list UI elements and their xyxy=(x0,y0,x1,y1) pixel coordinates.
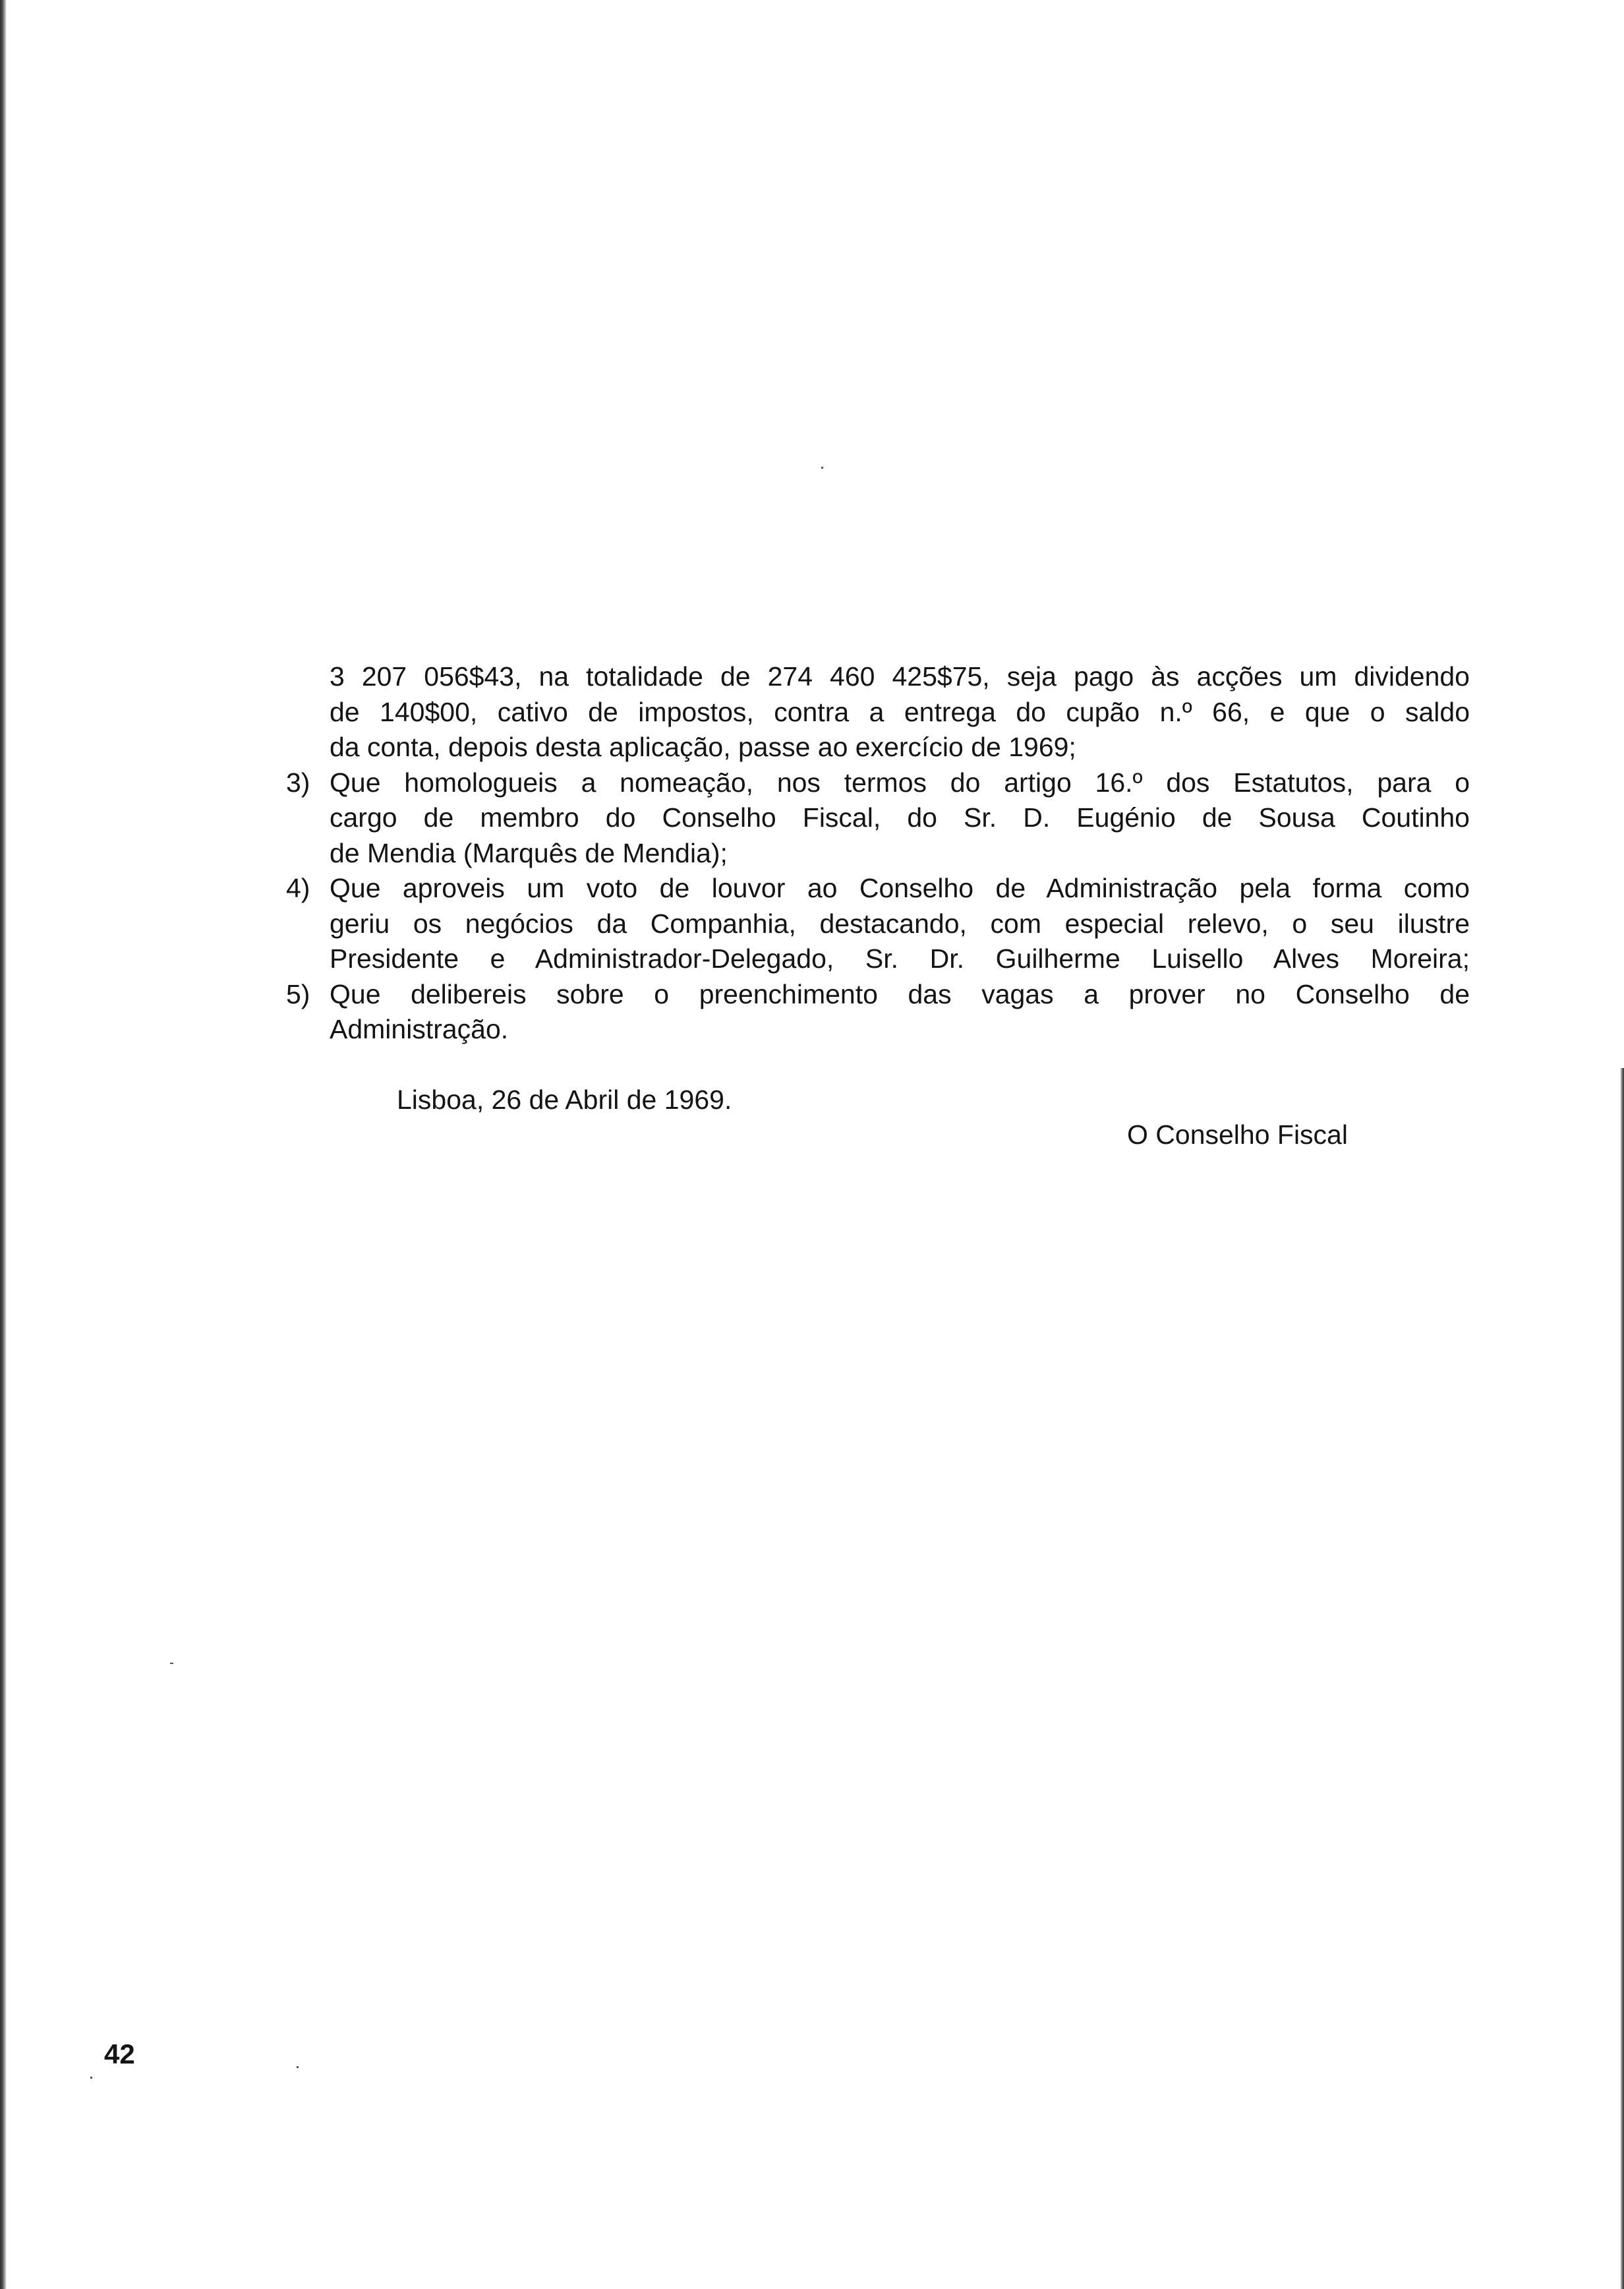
scan-speck xyxy=(90,2077,92,2079)
scan-speck xyxy=(297,2066,299,2068)
list-item-marker: 5) xyxy=(286,978,310,1009)
page-number: 42 xyxy=(104,2038,135,2069)
signature: O Conselho Fiscal xyxy=(1127,1119,1348,1150)
place-date: Lisboa, 26 de Abril de 1969. xyxy=(397,1085,732,1115)
list-item-marker: 4) xyxy=(286,873,310,903)
list-item-line: Administração. xyxy=(330,1014,509,1044)
list-item-line: geriu os negócios da Companhia, destacando, com especial relevo, o seu ilustre xyxy=(330,908,1470,939)
list-item xyxy=(286,765,1470,872)
scan-left-edge xyxy=(0,0,7,2289)
list-item xyxy=(286,977,1470,1048)
list-item-marker: 3) xyxy=(286,767,310,798)
body-line: 3 207 056$43, na totalidade de 274 460 425$75, seja pago às acções um dividendo xyxy=(330,661,1470,692)
list-item-line: Que delibereis sobre o preenchimento das vagas a prover no Conselho de xyxy=(330,978,1470,1009)
body-line: de 140$00, cativo de impostos, contra a entrega do cupão n.º 66, e que o saldo xyxy=(330,696,1470,727)
scan-speck xyxy=(170,1663,173,1664)
list-item-line: cargo de membro do Conselho Fiscal, do Sr. D. Eugénio de Sousa Coutinho xyxy=(330,802,1470,833)
list-item-line: de Mendia (Marquês de Mendia); xyxy=(330,837,728,868)
scan-right-edge xyxy=(1620,1068,1624,2289)
list-item-line: Que aproveis um voto de louvor ao Conselho de Administração pela forma como xyxy=(330,873,1470,903)
body-line: da conta, depois desta aplicação, passe ao exercício de 1969; xyxy=(330,732,1076,762)
list-item-line: Presidente e Administrador-Delegado, Sr. Dr. Guilherme Luisello Alves Moreira; xyxy=(330,943,1470,974)
scan-speck xyxy=(821,467,823,469)
list-item-line: Que homologueis a nomeação, nos termos do artigo 16.º dos Estatutos, para o xyxy=(330,767,1470,798)
list-item xyxy=(286,871,1470,977)
body-text xyxy=(286,659,1470,1048)
